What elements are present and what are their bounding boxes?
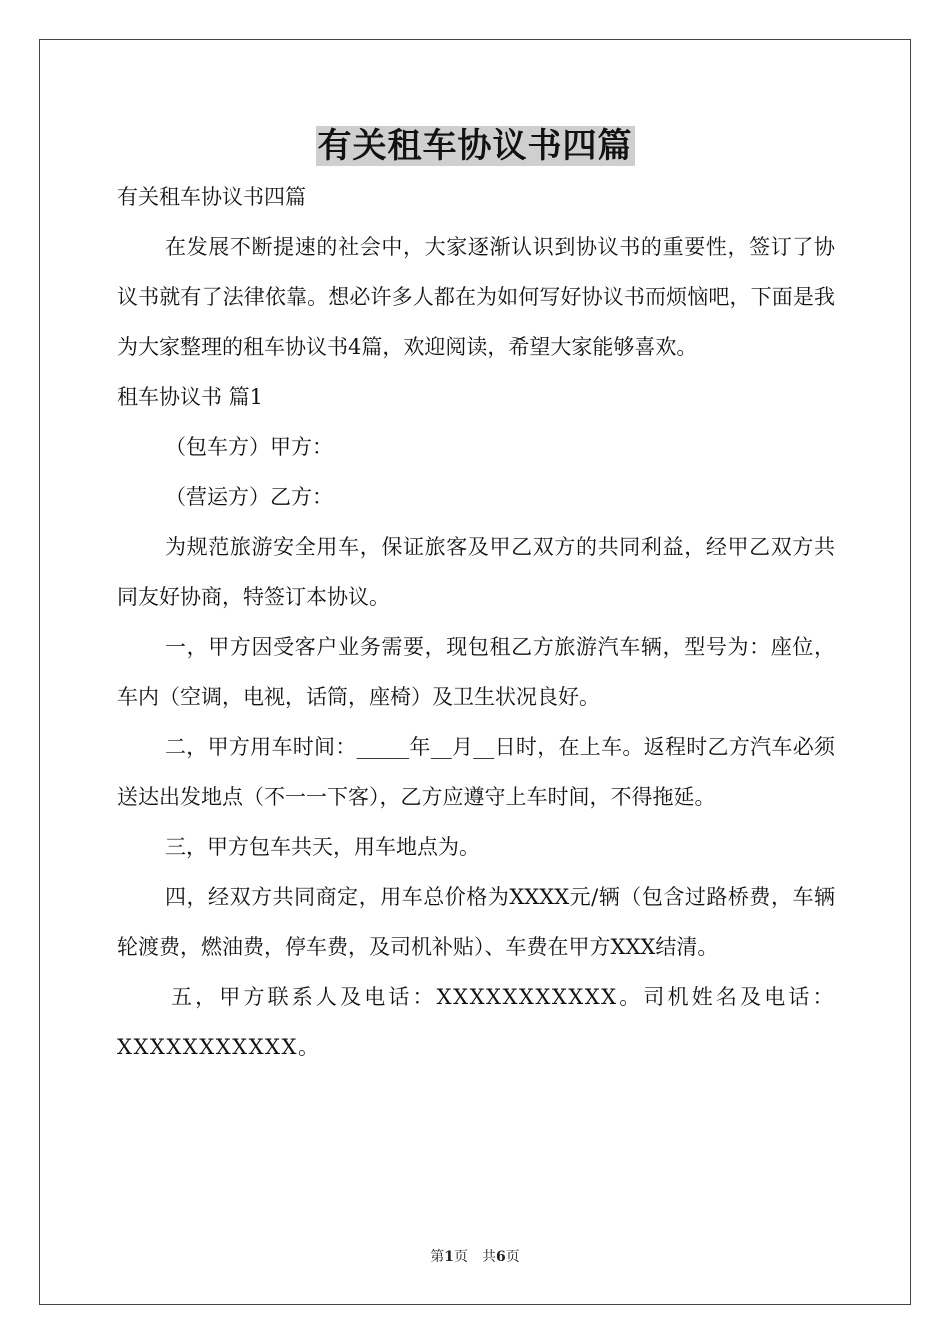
document-body xyxy=(117,172,835,1072)
clause-5: 五，甲方联系人及电话：XXXXXXXXXXX。司机姓名及电话：XXXXXXXXXXX。 xyxy=(117,985,835,1059)
document-title: 有关租车协议书四篇 xyxy=(317,126,633,166)
intro-paragraph: 在发展不断提速的社会中，大家逐渐认识到协议书的重要性，签订了协议书就有了法律依靠。想必许多人都在为如何写好协议书而烦恼吧，下面是我为大家整理的租车协议书4篇，欢迎阅读，希望大家能够喜欢。 xyxy=(117,235,835,359)
page-total: 6 xyxy=(496,1249,506,1265)
clause-3: 三，甲方包车共天，用车地点为。 xyxy=(165,835,480,859)
page-footer xyxy=(0,1246,950,1266)
party-b-line: （营运方）乙方： xyxy=(165,485,333,509)
preamble-paragraph: 为规范旅游安全用车，保证旅客及甲乙双方的共同利益，经甲乙双方共同友好协商，特签订本协议。 xyxy=(117,535,835,609)
page-current: 1 xyxy=(444,1249,454,1265)
clause-2: 二，甲方用车时间：_____年__月__日时，在上车。返程时乙方汽车必须送达出发地点（不一一下客），乙方应遵守上车时间，不得拖延。 xyxy=(117,735,835,809)
document-title-wrapper xyxy=(0,124,950,168)
clause-1: 一，甲方因受客户业务需要，现包租乙方旅游汽车辆，型号为：座位，车内（空调，电视，话筒，座椅）及卫生状况良好。 xyxy=(117,635,835,709)
section-heading: 租车协议书 篇1 xyxy=(117,385,264,409)
subtitle-line: 有关租车协议书四篇 xyxy=(117,185,306,209)
page-prefix: 第 xyxy=(430,1249,445,1265)
party-a-line: （包车方）甲方： xyxy=(165,435,333,459)
page-suffix: 页 xyxy=(505,1249,520,1265)
clause-4: 四，经双方共同商定，用车总价格为XXXX元/辆（包含过路桥费，车辆轮渡费，燃油费，停车费，及司机补贴）、车费在甲方XXX结清。 xyxy=(117,885,835,959)
page-mid: 页 共 xyxy=(454,1249,496,1265)
